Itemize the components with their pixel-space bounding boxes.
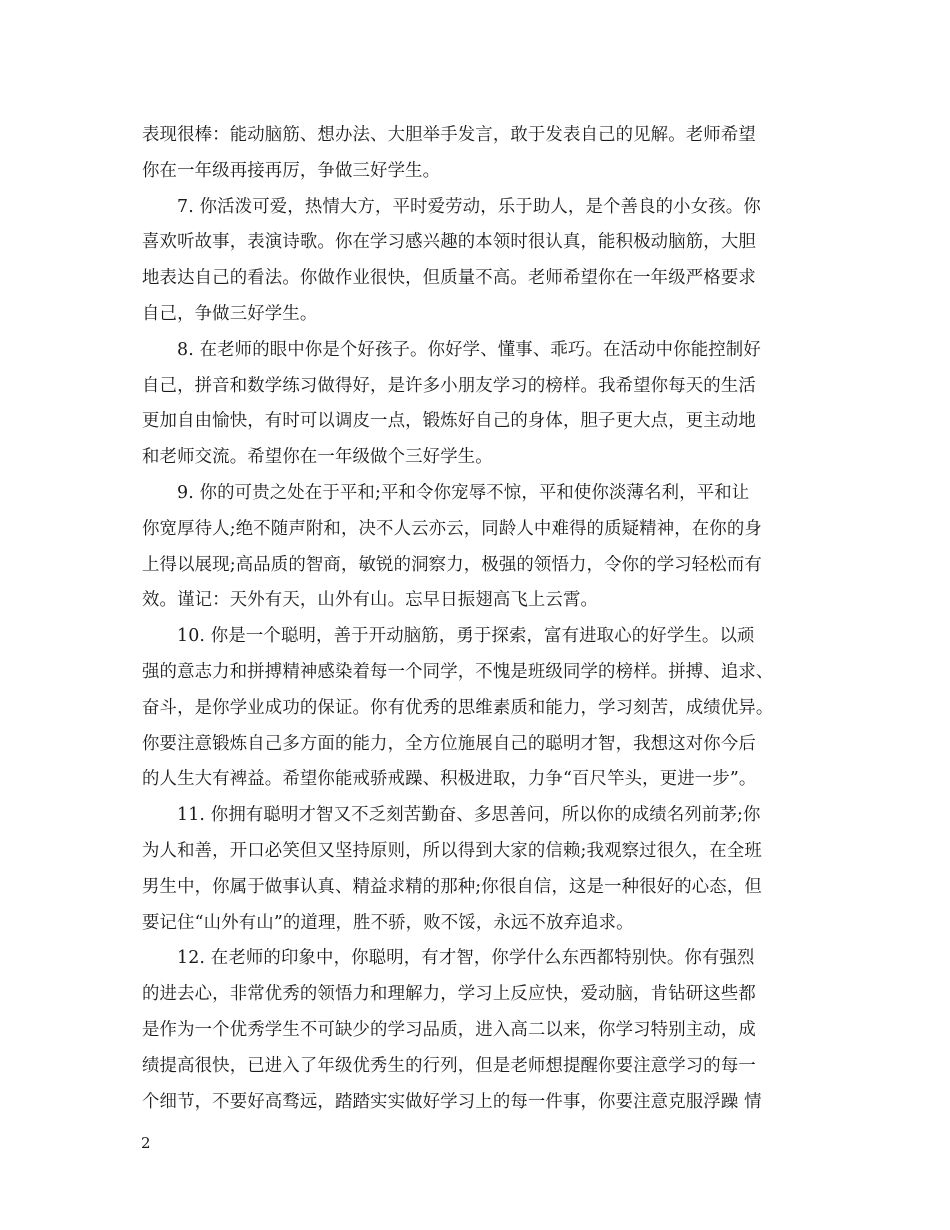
text-line: 的进去心，非常优秀的领悟力和理解力，学习上反应快，爱动脑，肯钻研这些都: [142, 984, 756, 1005]
text-line: 10. 你是一个聪明，善于开动脑筋，勇于探索，富有进取心的好学生。以顽: [177, 626, 755, 647]
text-line: 11. 你拥有聪明才智又不乏刻苦勤奋、多思善问，所以你的成绩名列前茅;你: [177, 805, 761, 826]
text-line: 个细节，不要好高骛远，踏踏实实做好学习上的每一件事，你要注意克服浮躁 情: [142, 1091, 762, 1112]
text-line: 更加自由愉快，有时可以调皮一点，锻炼好自己的身体，胆子更大点，更主动地: [142, 411, 756, 432]
text-line: 你宽厚待人;绝不随声附和，决不人云亦云，同龄人中难得的质疑精神，在你的身: [142, 518, 762, 539]
text-line: 是作为一个优秀学生不可缺少的学习品质，进入高二以来，你学习特别主动，成: [142, 1019, 756, 1040]
text-line: 9. 你的可贵之处在于平和;平和令你宠辱不惊，平和使你淡薄名利，平和让: [177, 482, 750, 503]
text-line: 你在一年级再接再厉，争做三好学生。: [142, 160, 441, 181]
text-line: 7. 你活泼可爱，热情大方，平时爱劳动，乐于助人，是个善良的小女孩。你: [177, 196, 761, 217]
text-line: 要记住“山外有山”的道理，胜不骄，败不馁，永远不放弃追求。: [142, 912, 634, 933]
text-line: 男生中，你属于做事认真、精益求精的那种;你很自信，这是一种很好的心态，但: [142, 876, 762, 897]
text-line: 的人生大有裨益。希望你能戒骄戒躁、积极进取，力争“百尺竿头，更进一步”。: [142, 769, 757, 790]
text-line: 地表达自己的看法。你做作业很快，但质量不高。老师希望你在一年级严格要求: [142, 268, 756, 289]
text-line: 奋斗，是你学业成功的保证。你有优秀的思维素质和能力，学习刻苦，成绩优异。: [142, 697, 774, 718]
document-body: [142, 118, 810, 1120]
text-line: 12. 在老师的印象中，你聪明，有才智，你学什么东西都特别快。你有强烈: [177, 948, 755, 969]
text-line: 绩提高很快，已进入了年级优秀生的行列，但是老师想提醒你要注意学习的每一: [142, 1055, 756, 1076]
page-number: 2: [141, 1134, 151, 1152]
text-line: 上得以展现;高品质的智商，敏锐的洞察力，极强的领悟力，令你的学习轻松而有: [142, 554, 762, 575]
text-line: 表现很棒：能动脑筋、想办法、大胆举手发言，敢于发表自己的见解。老师希望: [142, 125, 756, 145]
text-line: 自己，争做三好学生。: [142, 303, 318, 324]
text-line: 8. 在老师的眼中你是个好孩子。你好学、懂事、乖巧。在活动中你能控制好: [177, 339, 761, 360]
text-line: 效。谨记：天外有天，山外有山。忘早日振翅高飞上云霄。: [142, 590, 599, 611]
text-line: 为人和善，开口必笑但又坚持原则，所以得到大家的信赖;我观察过很久，在全班: [142, 840, 762, 861]
text-line: 喜欢听故事，表演诗歌。你在学习感兴趣的本领时很认真，能积极动脑筋，大胆: [142, 232, 756, 253]
text-line: 你要注意锻炼自己多方面的能力，全方位施展自己的聪明才智，我想这对你今后: [142, 733, 756, 754]
text-line: 强的意志力和拼搏精神感染着每一个同学，不愧是班级同学的榜样。拼搏、追求、: [142, 661, 774, 682]
text-line: 和老师交流。希望你在一年级做个三好学生。: [142, 447, 493, 468]
text-line: 自己，拼音和数学练习做得好，是许多小朋友学习的榜样。我希望你每天的生活: [142, 375, 756, 396]
